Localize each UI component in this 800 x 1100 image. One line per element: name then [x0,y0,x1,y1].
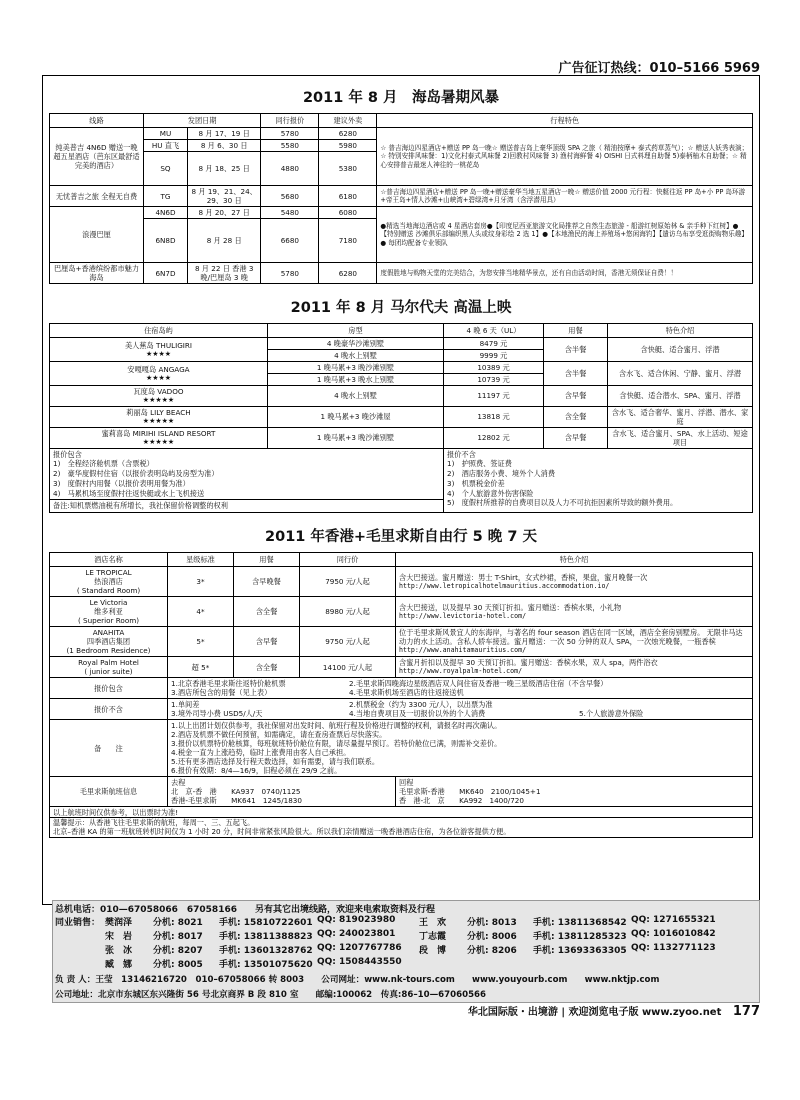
table-row [50,128,753,140]
meal-plan: 含半餐 [544,362,608,386]
sales-ext: 分机: 8207 [153,946,203,956]
hotel-feature: 含大巴接送，以及提早 30 天预订折扣。蜜月赠送：香槟水果，小礼物 [399,602,622,612]
star-level: 5* [168,627,234,657]
star-level: 4* [168,597,234,627]
hotel-name: Le Victoria [89,598,128,608]
remarks-cell [50,807,753,838]
star-level: 3* [168,567,234,597]
table-row [50,597,753,627]
hotel-url[interactable]: http://www.levictoria-hotel.com/ [399,611,527,620]
exclusion-item: 5) 度假村所推荐的自费项目以及人力不可抗拒因素所导致的额外费用。 [447,498,678,508]
col-header: 线路 [50,114,144,128]
table-row [50,362,753,374]
hotel-name-cn: 热浪酒店 [94,577,123,587]
island-name: 美人蕉岛 THULIGIRI [124,340,193,350]
room-type: 1 晚马累+3 晚沙滩屋 [268,406,444,427]
depart-date: 8 月 18、25 日 [188,152,261,186]
room-type: (1 Bedroom Residence) [66,646,151,656]
col-header: 发团日期 [144,114,261,128]
table-row [50,406,753,427]
hotel-feature-cell [396,657,753,678]
col-header: 同行价 [300,553,396,567]
inclusion-item: 1.北京香港毛里求斯往返特价舱机票 [171,679,286,689]
exclusion-item: 3.境外司导小费 USD5/人/天 [171,709,263,719]
hotel-name: LE TROPICAL [85,568,132,578]
room-type: 1 晚马累+3 晚沙滩别墅 [268,362,444,374]
col-header: 行程特色 [377,114,753,128]
exclusion-item: 1) 护照费、签证费 [447,459,512,469]
peer-price: 14100 元/人起 [300,657,396,678]
package-price: 13818 元 [444,406,544,427]
room-type: ( Standard Room) [76,586,141,596]
exclusion-item: 3) 机票税金价差 [447,478,505,488]
flight-code: 4N6D [144,207,188,219]
flight-line: 香港-毛里求斯 MK641 1245/1830 [171,796,302,806]
table-row [50,386,753,407]
meal-plan: 含全餐 [234,657,300,678]
meal-plan: 含早餐 [234,627,300,657]
meal-plan: 含全餐 [234,597,300,627]
exclusion-item: 5.个人旅游意外保险 [579,709,644,719]
package-price: 8479 元 [444,338,544,350]
hotel-name: Royal Palm Hotel [78,658,139,668]
peer-price: 5680 [261,186,319,207]
notes-label: 备 注 [50,720,168,777]
meal-plan: 含早晚餐 [234,567,300,597]
depart-date: 8 月 19、21、24、29、30 日 [188,186,261,207]
island-name: 瓦度岛 VADOO [133,387,184,396]
inclusions-cell [168,678,753,699]
hotel-url[interactable]: http://www.letropicalhotelmauritius.accommodation.io/ [399,581,610,590]
meal-plan: 含全餐 [544,406,608,427]
inclusion-item: 3) 度假村内用餐（以报价表明用餐为准） [53,478,190,488]
hotel-feature-cell [396,567,753,597]
col-header: 住宿岛屿 [50,324,268,338]
meal-plan: 含早餐 [544,386,608,407]
package-price: 10739 元 [444,374,544,386]
table-row [50,777,753,807]
remark-line: 北京–香港 KA 的第一班航班转机时间仅为 1 小时 20 分，时间非常紧张风险很大。所以我们亲情赠送一晚香港酒店住宿，为各位游客提供方便。 [53,827,511,837]
page-number: 177 [732,1004,760,1019]
flight-code: SQ [144,152,188,186]
maldives-inclusions [49,449,753,513]
package-price: 9999 元 [444,350,544,362]
sales-ext: 分机: 8005 [153,960,203,970]
sales-ext: 分机: 8013 [467,918,517,928]
package-price: 12802 元 [444,427,544,448]
flight-code: 6N8D [144,219,188,263]
meal-plan: 含半餐 [544,338,608,362]
return-title: 回程 [399,778,414,788]
section-title-island: 2011 年 8 月 海岛暑期风暴 [302,90,500,106]
flight-code: TG [144,186,188,207]
note-item: 5.还有更多酒店选择及行程天数选择，如有需要，请与我们联系。 [171,757,380,767]
depart-date: 8 月 17、19 日 [188,128,261,140]
inclusions-note: 备注:知机票燃油税有所增长，我社保留价格调整的权利 [50,499,443,511]
table-row [50,186,753,207]
remark-line: 温馨提示：从香港飞往毛里求斯的航班，每周一、三、五起飞。 [53,818,255,828]
star-rating: ★★★★★ [142,396,175,404]
hotel-name-cn: 维多利亚 [94,607,123,617]
hotline-line: 总机电话：010—67058066 67058166 另有其它出境线路，欢迎来电索取资料及行程 [55,905,435,915]
peer-price: 7950 元/人起 [300,567,396,597]
sales-label: 同业销售： [55,918,101,928]
hotel-url[interactable]: http://www.anahitamauritius.com/ [399,646,527,655]
route-feature: ☆普吉海边四星酒店+赠送 PP 岛一晚+赠送豪华当地五星酒店一晚☆ 赠送价值 2000 元行程：快艇往返 PP 岛+小 PP 岛环游+帝王岛+情人沙滩+山峡湾+碧绿湾+月牙湾（含浮潜用具） [377,186,753,207]
room-type: ( junior suite) [84,667,133,677]
sales-qq: QQ: 1508443550 [317,957,402,967]
sales-name: 王 欢 [419,918,447,928]
table-row [50,657,753,678]
col-header: 特色介绍 [608,324,753,338]
remark-line: 以上航班时间仅供参考，以出票时为准! [50,808,752,818]
sales-name: 张 冰 [105,946,133,956]
depart-date: 8 月 28 日 [188,219,261,263]
flight-line: 北 京-香 港 KA937 0740/1125 [171,787,301,797]
sell-price: 6080 [319,207,377,219]
peer-price: 5480 [261,207,319,219]
sell-price: 7180 [319,219,377,263]
sales-qq: QQ: 819023980 [317,915,396,925]
note-item: 4.税金一直为上涨趋势，临时上涨费用由客人自己承担。 [171,748,351,758]
return-flights [396,777,753,807]
flight-line: 毛里求斯-香港 MK640 2100/1045+1 [399,787,541,797]
sell-price: 6280 [319,263,377,284]
route-name: 无忧普吉之旅 全程无自费 [50,186,144,207]
island-feature: 含快艇、适合蜜月、浮潜 [608,338,753,362]
peer-price: 5780 [261,263,319,284]
flight-line: 香 港-北 京 KA992 1400/720 [399,796,524,806]
room-type: 4 晚豪华沙滩别墅 [268,338,444,350]
table-row [50,207,753,219]
route-feature: 度假胜地与购物天堂的完美结合，为您安排当地精华景点，还有自由活动时间，香港无须保证自费！！ [377,263,753,284]
inclusion-item: 3.酒店所包含的用餐（见上表） [171,688,272,698]
sales-qq: QQ: 1016010842 [631,929,716,939]
col-header: 特色介绍 [396,553,753,567]
col-header: 用餐 [544,324,608,338]
peer-price: 9750 元/人起 [300,627,396,657]
inclusion-item: 2.毛里求斯四晚海边星级酒店双人间住宿及香港一晚三星级酒店住宿（不含早餐） [349,679,608,689]
table-row [50,567,753,597]
table-row [50,627,753,657]
sales-mobile: 手机: 13501075620 [219,960,313,970]
col-header: 4 晚 6 天（UL） [444,324,544,338]
content-frame [42,75,760,905]
peer-price: 8980 元/人起 [300,597,396,627]
note-item: 1.以上出团计划仅供参考，我社保留对出发时间、航班行程及价格进行调整的权利，请报名时再次确认。 [171,721,502,731]
table-row [50,263,753,284]
package-price: 11197 元 [444,386,544,407]
flight-code: 6N7D [144,263,188,284]
sales-qq: QQ: 1271655321 [631,915,716,925]
island-name-cell [50,362,268,386]
flight-info-label: 毛里求斯航班信息 [50,777,168,807]
sales-ext: 分机: 8206 [467,946,517,956]
star-rating: ★★★★★ [142,437,175,446]
col-header: 星级标准 [168,553,234,567]
col-header: 房型 [268,324,444,338]
sales-name: 段 博 [419,946,447,956]
island-feature: 含水飞、适合蜜月、SPA、水上活动、短途项目 [608,427,753,448]
exclusion-item: 4.当地自费项目及一切报价以外的个人消费 [349,709,486,719]
col-header: 酒店名称 [50,553,168,567]
hotel-name-cell [50,597,168,627]
star-rating: ★★★★★ [142,416,175,425]
island-name-cell [50,338,268,362]
room-type: ( Superior Room) [77,616,140,626]
ad-hotline: 广告征订热线：010–5166 5969 [558,61,760,76]
table-row [50,338,753,350]
note-item: 3.报价以机票特价舱核算，每班航班特价舱位有限，请尽量提早预订。若特价舱位已满，则需补交差价。 [171,739,502,749]
route-name: 浪漫巴厘 [50,207,144,263]
exclusions-cell [444,449,753,513]
col-header: 同行报价 [261,114,319,128]
note-item: 2.酒店及机票不做任何预留，如需确定，请在查房查票后尽快落实。 [171,730,387,740]
hotel-feature-cell [396,627,753,657]
meal-plan: 含早餐 [544,427,608,448]
depart-date: 8 月 6、30 日 [188,140,261,152]
table-row [50,427,753,448]
table-row [50,699,753,720]
flight-code: MU [144,128,188,140]
hotel-name-cell [50,567,168,597]
table-row [50,678,753,699]
exclusion-item: 4) 个人旅游意外伤害保险 [447,488,534,498]
sales-name: 宋 岩 [105,932,133,942]
publication-name: 华北国际版・出境游 | 欢迎浏览电子版 www.zyoo.net [467,1007,722,1018]
sales-name: 丁志霞 [419,932,447,942]
outbound-flights [168,777,396,807]
island-feature: 含快艇、适合潜水、SPA、蜜月、浮潜 [608,386,753,407]
star-rating: ★★★★ [145,349,172,358]
address-line: 公司地址：北京市东城区东兴隆街 56 号北京商界 B 段 810 室 邮编:100062 传真:86–10—67060566 [55,990,487,1000]
hotel-url[interactable]: http://www.royalpalm-hotel.com/ [399,667,523,676]
room-type: 4 晚水上别墅 [268,350,444,362]
hotel-name: ANAHITA [92,628,125,638]
table-row [50,720,753,777]
hotel-name-cell [50,627,168,657]
star-level: 超 5* [168,657,234,678]
contact-footer [52,900,760,1003]
page-footer [400,1003,760,1019]
notes-cell [168,720,753,777]
col-header: 建议外卖 [319,114,377,128]
sales-qq: QQ: 240023801 [317,929,396,939]
inclusion-item: 1) 全程经济舱机票（含票税） [53,459,154,469]
island-name-cell [50,386,268,407]
route-name: 巴厘岛+香港缤纷都市魅力海岛 [50,263,144,284]
hotel-feature: 含大巴接送。蜜月赠送：男士 T-Shirt，女式纱裙，香槟，果盘，蜜月晚餐一次 [399,572,648,582]
room-type: 4 晚水上别墅 [268,386,444,407]
exclusions-label: 报价不含 [50,699,168,720]
table-row [50,807,753,838]
hotel-name-cell [50,657,168,678]
mauritius-table [49,552,753,838]
exclusions-title: 报价不含 [447,449,476,459]
exclusion-item: 2) 酒店服务小费、境外个人消费 [447,469,556,479]
inclusion-item: 4) 马累机场至度假村往返快艇或水上飞机接送 [53,488,205,498]
col-header: 用餐 [234,553,300,567]
depart-date: 8 月 20、27 日 [188,207,261,219]
exclusion-item: 2.机票税金（约为 3300 元/人），以出票为准 [349,700,493,710]
peer-price: 4880 [261,152,319,186]
sales-mobile: 手机: 13601328762 [219,946,313,956]
island-name-cell [50,427,268,448]
package-price: 10389 元 [444,362,544,374]
sales-qq: QQ: 1132771123 [631,943,716,953]
sales-mobile: 手机: 13811285323 [533,932,627,942]
island-name: 蜜莉喜岛 MIRIHI ISLAND RESORT [101,428,216,438]
sales-mobile: 手机: 13811368542 [533,918,627,928]
sales-name: 樊润泽 [105,918,133,928]
maldives-table [49,323,753,449]
sales-ext: 分机: 8021 [153,918,203,928]
exclusion-item: 1.单间差 [171,700,200,710]
sell-price: 6180 [319,186,377,207]
hotel-feature: 含蜜月折扣以及提早 30 天预订折扣。蜜月赠送：香槟水果，双人 spa，两件浴衣 [399,658,658,668]
island-feature: 含水飞、适合奢华、蜜月、浮潜、潜水、家庭 [608,406,753,427]
section-title-maldives: 2011 年 8 月 马尔代夫 高温上映 [290,300,512,316]
inclusions-title: 报价包含 [53,449,82,459]
section-title-mauritius: 2011 年香港+毛里求斯自由行 5 晚 7 天 [265,529,537,546]
sales-mobile: 手机: 15810722601 [219,918,313,928]
outbound-title: 去程 [171,778,186,788]
route-feature: ●精选当地海边酒店或 4 星酒店套房●【印度尼西亚旅游文化局推荐之自然生态旅游 - 船游红树原始林 & 亲手种下红树】●【特别赠送 沙滩俱乐部编织黑人头或纹身彩绘 2 选 1】●【本地渔民的海上养殖场+悠闲海钓】【遣访乌布享受逛街购物乐趣】● 每团均配备专业领队 [377,207,753,263]
inclusion-item: 4.毛里求斯机场至酒店的往返接送机 [349,688,464,698]
exclusions-cell [168,699,753,720]
hotel-feature-cell [396,597,753,627]
sell-price: 6280 [319,128,377,140]
island-name: 莉丽岛 LILY BEACH [126,407,191,417]
hotel-feature: 位于毛里求斯风景宜人的东海岸，与著名的 four season 酒店在同一区域，酒店全套房别墅房。 无限非马达动力的水上活动。含私人轿车接送。蜜月赠送：一次 50 分钟的双人 SPA，一次烛光晚餐，一瓶香槟 [399,628,743,647]
sales-mobile: 手机: 13811388823 [219,932,313,942]
peer-price: 6680 [261,219,319,263]
inclusions-label: 报价包含 [50,678,168,699]
inclusions-cell [50,449,444,513]
island-name: 安嘎嘎岛 ANGAGA [127,364,190,374]
peer-price: 5780 [261,128,319,140]
hotel-name-cn: 四季酒店集团 [86,637,131,647]
star-rating: ★★★★ [145,373,172,382]
island-tour-table [49,113,753,284]
route-feature: ☆ 普吉海边四星酒店+赠送 PP 岛一晚☆ 赠送普吉岛上豪华顶级 SPA 之旅（ 精油按摩+ 泰式药草蒸气）；☆ 赠送人妖秀表演；☆ 特别安排风味餐：1)文化村泰式风味餐 2)回教村风味餐 3) 渔村海鲜餐 4) OISHI 日式料理自助餐 5)泰柄柚木自助餐；☆ 精心安排普吉最迷人神往的一桃花岛 [377,128,753,186]
sales-mobile: 手机: 13693363305 [533,946,627,956]
sell-price: 5980 [319,140,377,152]
peer-price: 5580 [261,140,319,152]
island-name-cell [50,406,268,427]
sales-ext: 分机: 8006 [467,932,517,942]
note-item: 6.报价有效期：8/4—16/9，旧程必须在 29/9 之前。 [171,766,342,776]
route-name: 纯美普吉 4N6D 赠送一晚超五星酒店（芭东区最舒适完美的酒店） [50,128,144,186]
sales-qq: QQ: 1207767786 [317,943,402,953]
sales-name: 臧 娜 [105,960,133,970]
island-feature: 含水飞、适合休闲、宁静、蜜月、浮潜 [608,362,753,386]
sell-price: 5380 [319,152,377,186]
flight-code: HU 直飞 [144,140,188,152]
depart-date: 8 月 22 日 香港 3 晚/巴厘岛 3 晚 [188,263,261,284]
inclusion-item: 2) 豪华度假村住宿（以报价表明岛屿及房型为准） [53,469,219,479]
room-type: 1 晚马累+3 晚水上别墅 [268,374,444,386]
room-type: 1 晚马累+3 晚沙滩别墅 [268,427,444,448]
sales-ext: 分机: 8017 [153,932,203,942]
manager-line: 负 责 人：王莹 13146216720 010–67058066 转 8003 公司网址：www.nk-tours.com www.youyourb.com www.nktjp.com [55,975,660,985]
